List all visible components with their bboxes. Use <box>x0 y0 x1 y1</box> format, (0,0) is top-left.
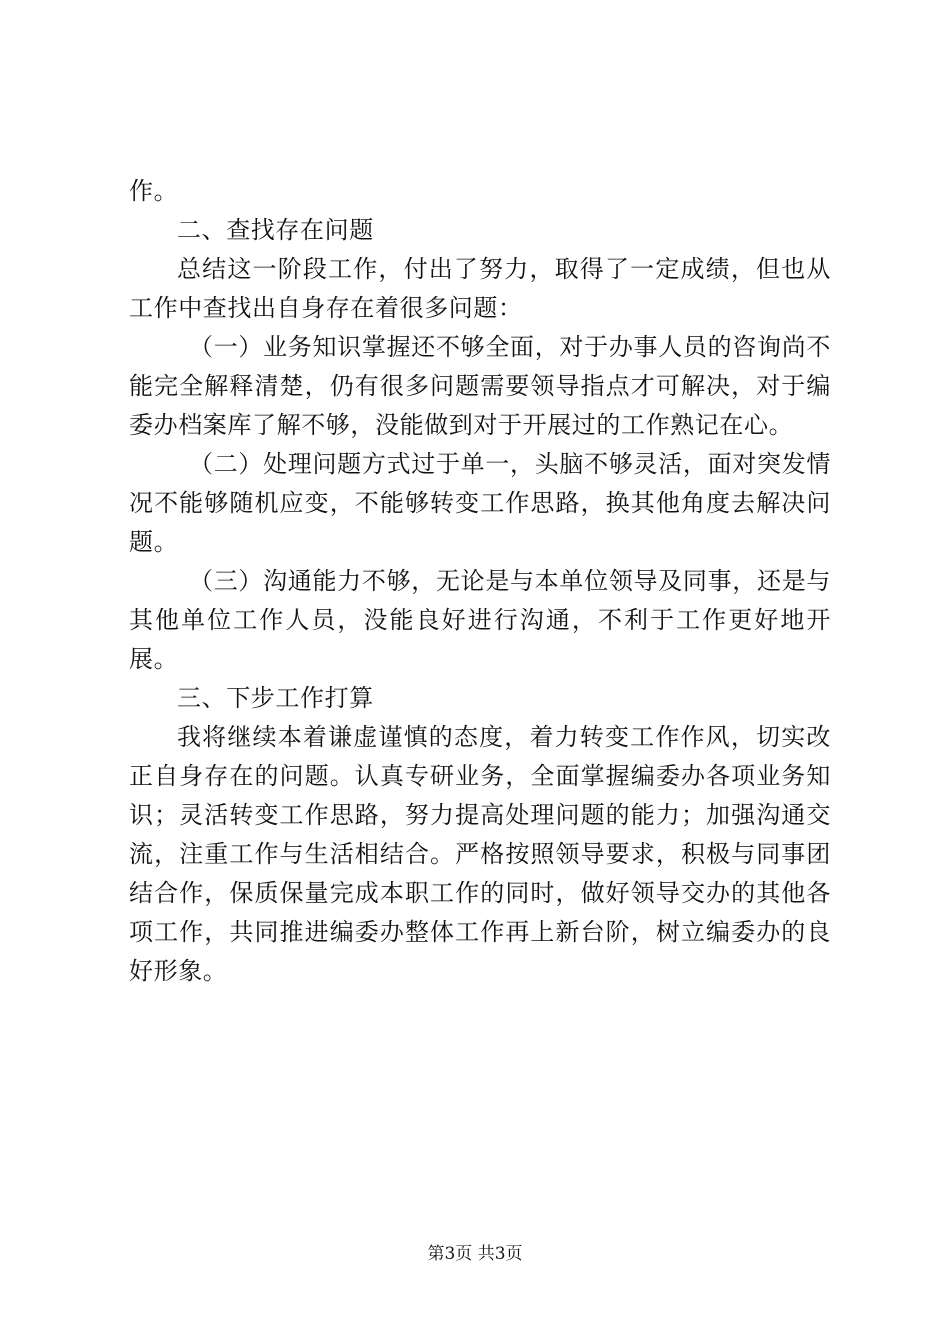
paragraph-problem-two: （二）处理问题方式过于单一，头脑不够灵活，面对突发情况不能够随机应变，不能够转变工作思路，换其他角度去解决问题。 <box>129 450 831 556</box>
paragraph-problem-three: （三）沟通能力不够，无论是与本单位领导及同事，还是与其他单位工作人员，没能良好进行沟通，不利于工作更好地开展。 <box>129 567 831 673</box>
document-body <box>129 172 831 991</box>
paragraph-plan: 我将继续本着谦虚谨慎的态度，着力转变工作作风，切实改正自身存在的问题。认真专研业务，全面掌握编委办各项业务知识；灵活转变工作思路，努力提高处理问题的能力；加强沟通交流，注重工作与生活相结合。严格按照领导要求，积极与同事团结合作，保质保量完成本职工作的同时，做好领导交办的其他各项工作，共同推进编委办整体工作再上新台阶，树立编委办的良好形象。 <box>129 723 831 985</box>
section-heading-problems: 二、查找存在问题 <box>177 216 374 244</box>
paragraph-problem-one: （一）业务知识掌握还不够全面，对于办事人员的咨询尚不能完全解释清楚，仍有很多问题需要领导指点才可解决，对于编委办档案库了解不够，没能做到对于开展过的工作熟记在心。 <box>129 333 831 439</box>
paragraph-continuation: 作。 <box>129 177 179 205</box>
section-heading-next-steps: 三、下步工作打算 <box>177 684 374 712</box>
page-number-footer: 第3页 共3页 <box>427 1244 523 1264</box>
paragraph-summary: 总结这一阶段工作，付出了努力，取得了一定成绩，但也从工作中查找出自身存在着很多问题： <box>129 255 831 322</box>
